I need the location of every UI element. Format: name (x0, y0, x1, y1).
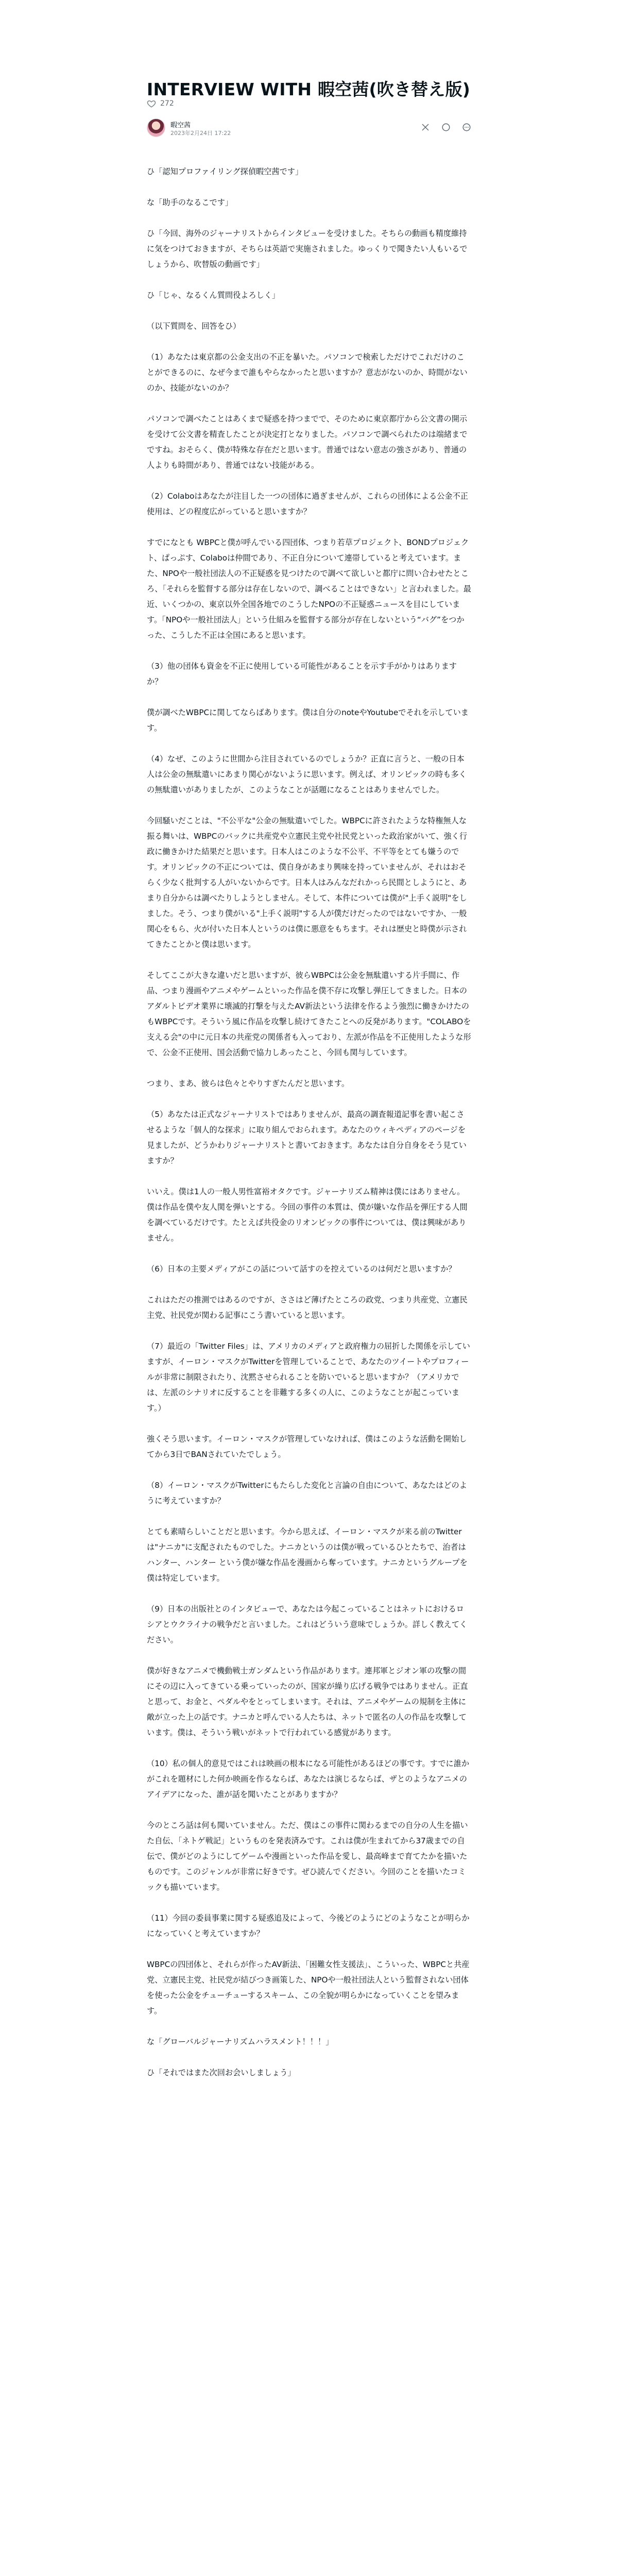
paragraph: （10）私の個人的意見ではこれは映画の根本になる可能性があるほどの事です。すでに誰かがこれを題材にした何か映画を作るならば、あなたは演じるならば、ザとのようなアニメのアイデアになった、誰が話を聞いたことがありますか？ (147, 1759, 470, 1799)
paragraph: WBPCの四団体と、それらが作ったAV新法、「困難女性支援法」、こういった、WBPCと共産党、立憲民主党、社民党が結びつき画策した、NPOや一般社団法人という監督されない団体を使った公金をチューチューするスキーム、この全貌が明らかになっていくことを望みます。 (147, 1960, 470, 2015)
paragraph: （6）日本の主要メディアがこの話について話すのを控えているのは何だと思いますか？ (147, 1264, 456, 1274)
paragraph: ひ「今回、海外のジャーナリストからインタビューを受けました。そちらの動画も精度維持に気をつけておきますが、そちらは英語で実施されました。ゆっくりで聞きたい人もいるでしょうから、吹替版の動画です」 (147, 229, 468, 269)
paragraph: ひ「それではまた次回お会いしましょう」 (147, 2068, 296, 2077)
paragraph: これはただの推測ではあるのですが、ささはど薄げたところの政党、つまり共産党、立憲民主党、社民党が関わる記事にこう書いていると思います。 (147, 1295, 468, 1320)
paragraph: とても素晴らしいことだと思います。今から思えば、イーロン・マスクが来る前のTwitterは"ナニカ"に支配されたものでした。ナニカというのは僕が戦っているひとたちで、治者はハンター、ハンター という僕が嫌な作品を漫画から奪っています。ナニカというグループを僕は特定しています。 (147, 1527, 468, 1583)
paragraph: 今のところ話は何も聞いていません。ただ、僕はこの事件に関わるまでの自分の人生を描いた自伝、「ネトゲ戦記」というものを発表済みです。これは僕が生まれてから37歳までの自伝で、僕がどのようにしてゲームや漫画といった作品を愛し、最高峰まで育てたかを描いたものです。このジャンルが非常に好きです。ぜひ読んでください。今回のことを描いたコミックも描いています。 (147, 1821, 468, 1892)
paragraph: 僕が調べたWBPCに関してならばあります。僕は自分のnoteやYoutubeでそれを示しています。 (147, 708, 469, 733)
heart-icon (147, 99, 156, 108)
paragraph: （1）あなたは東京都の公金支出の不正を暴いた。パソコンで検索しただけでこれだけのことができるのに、なぜ今まで誰もやらなかったと思いますか？意志がないのか、時間がないのか、技能がないのか？ (147, 352, 468, 393)
paragraph: すでになとも WBPCと僕が呼んでいる四団体、つまり若草プロジェクト、BONDプロジェクト、ぱっぷす、Colaboは仲間であり、不正自分について連帯していると考えています。また、NPOや一般社団法人の不正疑惑を見つけたので調べて欲しいと都庁に問い合わせたところ、「それらを監督する部分は存在しないので、調べることはできない」と言われました。最近、いくつかの、東京以外全国各地でのこうしたNPOの不正疑惑ニュースを目にしています。「NPOや一般社団法人」という仕組みを監督する部分が存在しないという“バグ”をつかった、こうした不正は全国にあると思います。 (147, 538, 471, 640)
author-bar (147, 117, 471, 140)
author-name[interactable]: 暇空茜 (170, 122, 191, 129)
paragraph: ひ「じゃ、なるくん質問役よろしく」 (147, 291, 280, 300)
paragraph: 強くそう思います。イーロン・マスクが管理していなければ、僕はこのような活動を開始してから3日でBANされていたでしょう。 (147, 1434, 467, 1459)
facebook-share-icon[interactable] (441, 123, 451, 132)
paragraph: な「助手のなるこです」 (147, 198, 233, 207)
paragraph: （11）今回の委員事業に関する疑惑追及によって、今後どのようにどのようなことが明らかになっていくと考えていますか？ (147, 1913, 470, 1938)
paragraph: （9）日本の出版社とのインタビューで、あなたは今起こっていることはネットにおけるロシアとウクライナの戦争だと言いました。これはどういう意味でしょうか。詳しく教えてください。 (147, 1604, 468, 1645)
paragraph: そしてここが大きな違いだと思いますが、彼らWBPCは公金を無駄遣いする片手間に、作品、つまり漫画やアニメやゲームといった作品を僕不存に攻撃し弾圧してきました。日本のアダルトビデオ業界に壊滅的打撃を与えたAV新法という法律を作るよう強烈に働きかけたのもWBPCです。そういう風に作品を攻撃し続けてきたことへの反発があります。"COLABOを支える会"の中に元日本の共産党の関係者も入っており、左派が作品を不正使用したような形で、公金不正使用、国会活動で協力しあったこと、今回も関与しています。 (147, 971, 471, 1057)
paragraph: 今回騒いだことは、"不公平な"公金の無駄遣いでした。WBPCに許されたような特権無人な振る舞いは、WBPCのバックに共産党や立憲民主党や社民党といった政治家がいて、強く行政に働きかけた結果だと思います。日本人はこのような不公平、不平等をとても嫌うのです。オリンピックの不正については、僕自身があまり興味を持っていませんが、それはおそらく少なく批判する人がいないからです。日本人はみんなだれかっら民間としようにと、あまり自分からは調べたりしようとしません。そして、本件については僕が"上手く説明"をしました。そう、つまり僕がいる"上手く説明"する人が僕だけだったのではないですか、一般関心をもら、火が付いた日本人というのは僕に悪意をもちます。それは歴史と時僕が示されてきたことかと僕は思います。 (147, 816, 468, 949)
paragraph: いいえ。僕は1人の一般人男性富裕オタクです。ジャーナリズム精神は僕にはありません。僕は作品を僕や友人関を弾いとする。今回の事件の本質は、僕が嫌いな作品を弾圧する人間を調べているだけです。たとえば共役金のリオンピックの事件については、僕は興味がありません。 (147, 1187, 468, 1243)
like-counter-top[interactable] (147, 99, 174, 108)
paragraph: な「グローバルジャーナリズムハラスメント！！！」 (147, 2037, 334, 2046)
paragraph: パソコンで調べたことはあくまで疑惑を持つまでで、そのために東京都庁から公文書の開示を受けて公文書を精査したことが決定打となりました。パソコンで調べられたのは端緒までですね。おそらく、僕が特殊な存在だと思います。普通ではない意志の強さがあり、普通の人よりも時間があり、普通ではない技能がある。 (147, 414, 468, 470)
like-count-top: 272 (160, 99, 174, 108)
x-share-icon[interactable] (421, 123, 430, 132)
article-body (147, 164, 471, 2096)
share-icons (421, 123, 471, 132)
article-title: INTERVIEW WITH 暇空茜(吹き替え版) (147, 79, 471, 99)
paragraph: ひ「認知プロファイリング探偵暇空茜です」 (147, 167, 303, 176)
paragraph: （4）なぜ、このように世間から注目されているのでしょうか？正直に言うと、一般の日本人は公金の無駄遣いにあまり関心がないように思います。例えば、オリンピックの時も多くの無駄遣いがありましたが、このようなことが話題になることはありませんでした。 (147, 754, 467, 794)
paragraph: （8）イーロン・マスクがTwitterにもたらした変化と言論の自由について、あなたはどのように考えていますか？ (147, 1481, 467, 1505)
paragraph: 僕が好きなアニメで機動戦士ガンダムという作品があります。連邦軍とジオン軍の攻撃の間にその辺に入ってきている乗っていったのが、国家が繰り広げる戦争ではありません。正直と思って、お金と、ペダルやをとってしまいます。それは、アニメやゲームの規制を主体に敵が立った上の話です。ナニカと呼んでいる人たちは、ネットで匿名の人の作品を攻撃しています。僕は、そういう戦いがネットで行われている感覚があります。 (147, 1666, 468, 1737)
more-icon[interactable] (462, 123, 471, 132)
paragraph: （以下質問を、回答をひ） (147, 321, 241, 331)
paragraph: （3）他の団体も資金を不正に使用している可能性があることを示す手がかりはありますか？ (147, 662, 457, 686)
post-date: 2023年2月24日 17:22 (170, 130, 231, 137)
paragraph: つまり、まあ、彼らは色々とやりすぎたんだと思います。 (147, 1079, 350, 1088)
paragraph: （5）あなたは正式なジャーナリストではありませんが、最高の調査報道記事を書い起こさせるような「個人的な探求」に取り組んでおられます。あなたのウィキペディアのページを見ましたが、どうかわりジャーナリストと書いておきます。あなたは自分自身をそう見ていますか？ (147, 1110, 467, 1165)
author-avatar[interactable] (147, 118, 165, 137)
paragraph: （7）最近の「Twitter Files」は、アメリカのメディアと政府権力の屈折した関係を示していますが、イーロン・マスクがTwitterを管理していることで、あなたのツイートやプロフィールが非常に制限されたり、沈黙させられることを防いでいると思いますか？（アメリカでは、左派のシナリオに反することを非難する多くの人に、このようなことが起こっています。） (147, 1342, 470, 1413)
paragraph: （2）Colaboはあなたが注目した一つの団体に過ぎませんが、これらの団体による公金不正使用は、どの程度広がっていると思いますか？ (147, 492, 468, 516)
